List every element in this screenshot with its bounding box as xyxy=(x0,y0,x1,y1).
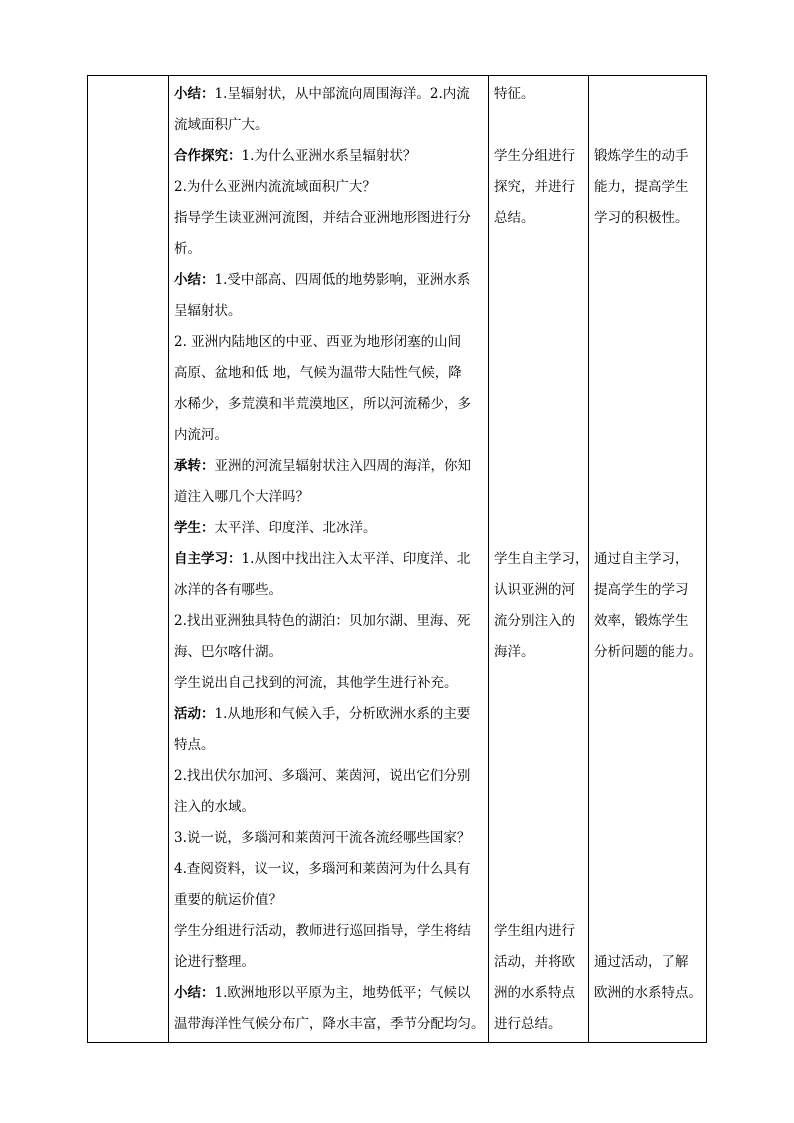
text-line: 海洋。 xyxy=(494,644,535,660)
text-content: 注入的水域。 xyxy=(174,799,255,815)
text-content: 2. 亚洲内陆地区的中亚、西亚为地形闭塞的山间 xyxy=(174,334,462,350)
text-line xyxy=(174,420,488,451)
text-content: 2.找出伏尔加河、多瑙河、莱茵河，说出它们分别 xyxy=(174,768,471,784)
text-line: 进行总结。 xyxy=(494,1016,562,1032)
text-line xyxy=(174,389,488,420)
text-line: 活动，并将欧 xyxy=(494,954,575,970)
cell-block xyxy=(594,141,689,234)
text-line xyxy=(174,947,488,978)
text-line: 探究，并进行 xyxy=(494,179,575,195)
text-line xyxy=(174,761,488,792)
paragraph-label: 承转： xyxy=(174,458,215,474)
text-content: 特点。 xyxy=(174,737,215,753)
text-line xyxy=(174,916,488,947)
column-divider xyxy=(168,76,169,1042)
text-content: 4.查阅资料，议一议，多瑙河和莱茵河为什么具有 xyxy=(174,861,471,877)
paragraph xyxy=(174,761,488,823)
text-content: 1.从图中找出注入太平洋、印度洋、北 xyxy=(241,551,471,567)
text-line xyxy=(174,978,488,1009)
text-line xyxy=(174,699,488,730)
text-line xyxy=(174,637,488,668)
text-line xyxy=(174,730,488,761)
text-content: 2.为什么亚洲内流流域面积广大？ xyxy=(174,179,376,195)
text-line: 学生分组进行 xyxy=(494,148,575,164)
text-line: 提高学生的学习 xyxy=(594,582,689,598)
text-line: 能力，提高学生 xyxy=(594,179,689,195)
paragraph-label: 活动： xyxy=(174,706,215,722)
text-line xyxy=(174,854,488,885)
paragraph xyxy=(174,327,488,451)
text-content: 道注入哪几个大洋吗？ xyxy=(174,489,309,505)
paragraph xyxy=(174,823,488,854)
text-content: 学生说出自己找到的河流，其他学生进行补充。 xyxy=(174,675,458,691)
text-line: 效率，锻炼学生 xyxy=(594,613,689,629)
paragraph xyxy=(174,854,488,916)
paragraph xyxy=(174,606,488,668)
text-content: 温带海洋性气候分布广，降水丰富，季节分配均匀。 xyxy=(174,1016,485,1032)
text-line: 欧洲的水系特点。 xyxy=(594,985,702,1001)
text-content: 海、巴尔喀什湖。 xyxy=(174,644,282,660)
text-line xyxy=(174,327,488,358)
text-content: 呈辐射状。 xyxy=(174,303,242,319)
text-content: 学生分组进行活动，教师进行巡回指导，学生将结 xyxy=(174,923,471,939)
text-line xyxy=(174,823,488,854)
paragraph-label: 自主学习： xyxy=(174,551,242,567)
text-content: 高原、盆地和低 地，气候为温带大陆性气候，降 xyxy=(174,365,462,381)
paragraph xyxy=(174,699,488,761)
text-line: 通过活动，了解 xyxy=(594,954,689,970)
text-line xyxy=(174,668,488,699)
text-line xyxy=(174,265,488,296)
text-line xyxy=(174,296,488,327)
column-divider xyxy=(488,76,489,1042)
text-line xyxy=(174,513,488,544)
paragraph xyxy=(174,451,488,513)
paragraph xyxy=(174,203,488,265)
text-line xyxy=(174,792,488,823)
paragraph xyxy=(174,668,488,699)
text-content: 重要的航运价值？ xyxy=(174,892,282,908)
text-line xyxy=(174,606,488,637)
text-content: 3.说一说，多瑙河和莱茵河干流各流经哪些国家？ xyxy=(174,830,471,846)
paragraph-label: 合作探究： xyxy=(174,148,242,164)
text-content: 1.从地形和气候入手，分析欧洲水系的主要 xyxy=(214,706,471,722)
cell-block xyxy=(494,916,575,1040)
paragraph-label: 小结： xyxy=(174,86,215,102)
text-line: 总结。 xyxy=(494,210,535,226)
text-content: 1.为什么亚洲水系呈辐射状？ xyxy=(241,148,417,164)
text-line xyxy=(174,203,488,234)
paragraph-label: 小结： xyxy=(174,272,215,288)
text-line: 流分别注入的 xyxy=(494,613,575,629)
text-content: 亚洲的河流呈辐射状注入四周的海洋，你知 xyxy=(214,458,471,474)
text-line xyxy=(174,1009,488,1040)
text-line: 锻炼学生的动手 xyxy=(594,148,689,164)
text-content: 论进行整理。 xyxy=(174,954,255,970)
paragraph-label: 学生： xyxy=(174,520,215,536)
teacher-activity-column xyxy=(174,79,488,1040)
paragraph xyxy=(174,265,488,327)
text-line: 学习的积极性。 xyxy=(594,210,689,226)
text-line: 学生组内进行 xyxy=(494,923,575,939)
paragraph xyxy=(174,978,488,1040)
text-content: 水稀少，多荒漠和半荒漠地区，所以河流稀少，多 xyxy=(174,396,471,412)
text-content: 流域面积广大。 xyxy=(174,117,269,133)
text-line: 特征。 xyxy=(494,86,535,102)
paragraph xyxy=(174,916,488,978)
text-line xyxy=(174,79,488,110)
text-content: 1.受中部高、四周低的地势影响，亚洲水系 xyxy=(214,272,471,288)
paragraph-label: 小结： xyxy=(174,985,215,1001)
text-line: 学生自主学习， xyxy=(494,551,589,567)
cell-block xyxy=(494,544,589,668)
text-content: 冰洋的各有哪些。 xyxy=(174,582,282,598)
text-content: 指导学生读亚洲河流图，并结合亚洲地形图进行分 xyxy=(174,210,471,226)
text-line: 分析问题的能力。 xyxy=(594,644,702,660)
paragraph xyxy=(174,141,488,172)
text-line xyxy=(174,482,488,513)
text-line xyxy=(174,885,488,916)
paragraph xyxy=(174,79,488,141)
text-line: 洲的水系特点 xyxy=(494,985,575,1001)
text-line: 认识亚洲的河 xyxy=(494,582,575,598)
cell-block xyxy=(594,947,702,1009)
text-content: 2.找出亚洲独具特色的湖泊：贝加尔湖、里海、死 xyxy=(174,613,471,629)
text-content: 太平洋、印度洋、北冰洋。 xyxy=(214,520,377,536)
text-line xyxy=(174,451,488,482)
cell-block xyxy=(494,79,535,110)
paragraph xyxy=(174,172,488,203)
text-line xyxy=(174,358,488,389)
text-line xyxy=(174,234,488,265)
lesson-table xyxy=(87,75,707,1043)
text-line: 通过自主学习， xyxy=(594,551,689,567)
text-content: 1.呈辐射状，从中部流向周围海洋。2.内流 xyxy=(214,86,470,102)
text-content: 1.欧洲地形以平原为主，地势低平；气候以 xyxy=(214,985,471,1001)
cell-block xyxy=(594,544,702,668)
text-content: 析。 xyxy=(174,241,201,257)
text-line xyxy=(174,544,488,575)
text-line xyxy=(174,575,488,606)
text-line xyxy=(174,110,488,141)
text-content: 内流河。 xyxy=(174,427,228,443)
paragraph xyxy=(174,513,488,544)
text-line xyxy=(174,172,488,203)
paragraph xyxy=(174,544,488,606)
text-line xyxy=(174,141,488,172)
cell-block xyxy=(494,141,575,234)
